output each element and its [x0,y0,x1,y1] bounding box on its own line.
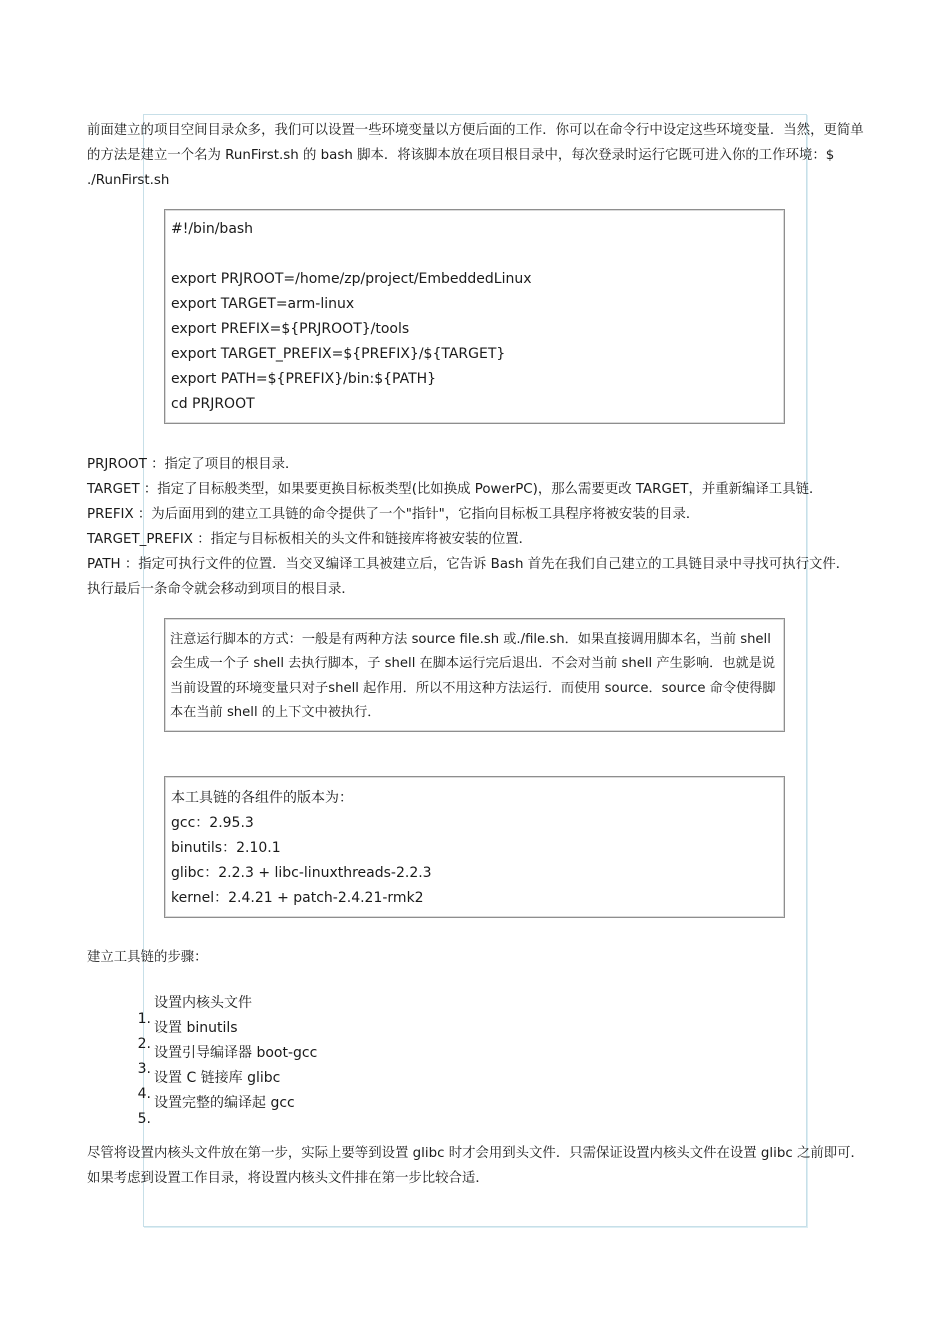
definition-path: PATH ：指定可执行文件的位置．当交叉编译工具被建立后，它告诉 Bash 首先在我们自己建立的工具链目录中寻找可执行文件． [87,557,850,572]
note-text: 注意运行脚本的方式：一般是有两种方法 source file.sh 或./file.sh．如果直接调用脚本名，当前 shell 会生成一个子 shell 去执行脚本，子 shell 在脚本运行完后退出．不会对当前 shell 产生影响．也就是说当前设置的环境变量只对子shell 起作用．所以不用这种方法运行．而使用 source．source 命令使得脚本在当前 shell 的上下文中被执行． [170,632,776,720]
step-text: 设置 binutils [154,1020,238,1037]
code-line [171,242,778,267]
step-text: 设置内核头文件 [154,995,252,1012]
step-text: 设置引导编译器 boot-gcc [154,1045,318,1062]
document-body [87,118,867,1191]
step-number: 1. [137,1011,151,1028]
step-number: 4. [137,1086,151,1103]
version-item: binutils：2.10.1 [171,840,281,857]
step-number: 2. [137,1036,151,1053]
definition-target-prefix: TARGET_PREFIX ：指定与目标板相关的头文件和链接库将被安装的位置． [87,532,533,547]
list-item [137,1091,867,1128]
code-line: #!/bin/bash [171,221,254,237]
steps-list [87,991,867,1128]
definition-prjroot: PRJROOT ：指定了项目的根目录． [87,457,299,472]
code-line: export PREFIX=${PRJROOT}/tools [171,321,410,337]
code-line: export TARGET_PREFIX=${PREFIX}/${TARGET} [171,346,506,362]
step-number: 5. [137,1111,151,1128]
version-item: kernel：2.4.21 + patch-2.4.21-rmk2 [171,890,424,907]
list-item [137,991,867,1028]
code-line: export PATH=${PREFIX}/bin:${PATH} [171,371,437,387]
step-text: 设置 C 链接库 glibc [154,1070,281,1087]
note-box [164,618,785,732]
list-item [137,1066,867,1103]
list-item [137,1041,867,1078]
versions-heading: 本工具链的各组件的版本为： [171,790,353,807]
script-code-box [164,209,785,424]
definition-target: TARGET ：指定了目标般类型，如果要更换目标板类型(比如换成 PowerPC)，那么需要更改 TARGET，并重新编译工具链． [87,482,823,497]
step-number: 3. [137,1061,151,1078]
list-item [137,1016,867,1053]
code-line: export PRJROOT=/home/zp/project/EmbeddedLinux [171,271,532,287]
variable-definitions [87,452,867,602]
step-text: 设置完整的编译起 gcc [154,1095,295,1112]
conclusion-paragraph: 尽管将设置内核头文件放在第一步，实际上要等到设置 glibc 时才会用到头文件．只需保证设置内核头文件在设置 glibc 之前即可．如果考虑到设置工作目录，将设置内核头文件排在第一步比较合适． [87,1146,864,1187]
definition-prefix: PREFIX ：为后面用到的建立工具链的命令提供了一个"指针"，它指向目标板工具程序将被安装的目录． [87,507,700,522]
code-line: cd PRJROOT [171,396,255,412]
definition-last-command: 执行最后一条命令就会移动到项目的根目录． [87,582,355,597]
version-item: gcc：2.95.3 [171,815,254,832]
version-item: glibc：2.2.3 + libc-linuxthreads-2.2.3 [171,865,432,882]
code-line: export TARGET=arm-linux [171,296,355,312]
steps-heading: 建立工具链的步骤： [87,950,208,966]
intro-paragraph: 前面建立的项目空间目录众多，我们可以设置一些环境变量以方便后面的工作．你可以在命令行中设定这些环境变量．当然，更简单的方法是建立一个名为 RunFirst.sh 的 bash 脚本．将该脚本放在项目根目录中，每次登录时运行它既可进入你的工作环境：$ ./RunFirst.sh [87,123,864,188]
versions-box [164,776,785,918]
